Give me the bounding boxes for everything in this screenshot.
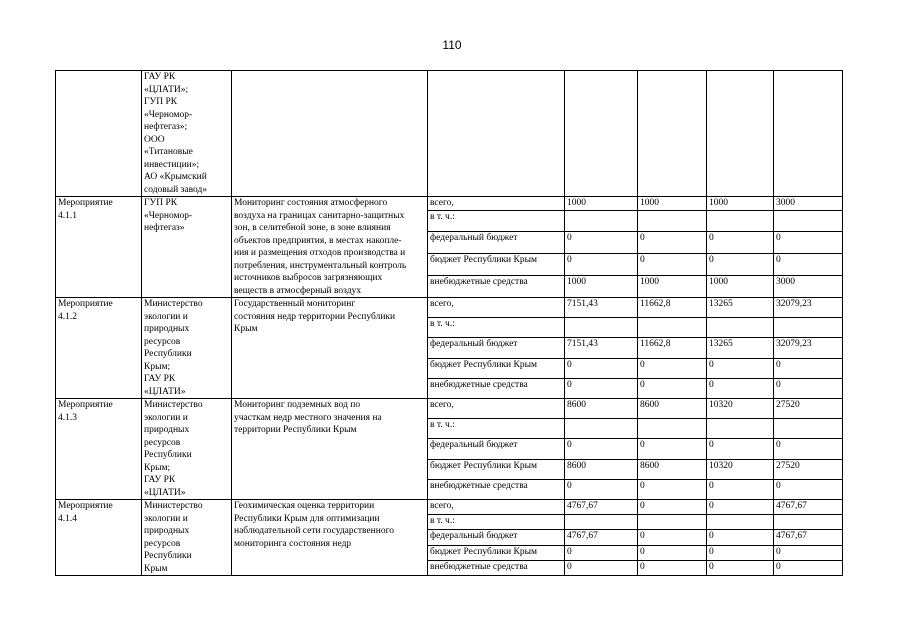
event-name: Мероприятие 4.1.2 — [56, 298, 142, 399]
description-cell — [232, 71, 428, 197]
amount-year-1 — [565, 318, 638, 338]
event-name: Мероприятие 4.1.4 — [56, 500, 142, 576]
amount-year-1: 0 — [565, 232, 638, 254]
amount-year-1: 4767,67 — [565, 530, 638, 545]
amount-year-1: 1000 — [565, 276, 638, 298]
amount-year-3 — [707, 210, 774, 232]
amount-year-3 — [707, 515, 774, 530]
page-number: 110 — [442, 38, 462, 52]
funding-row — [56, 197, 843, 211]
amount-year-1: 7151,43 — [565, 298, 638, 318]
amount-total — [774, 318, 843, 338]
event-executors: Министерство экологии и природных ресурсов Республики Крым — [142, 500, 232, 576]
amount-year-2 — [638, 318, 707, 338]
event-description: Государственный мониторинг состояния недр территории Республики Крым — [232, 298, 428, 399]
executors-cell: ГАУ РК «ЦЛАТИ»; ГУП РК «Черномор- нефтегаз»; ООО «Титановые инвестиции»; АО «Крымский содовый завод» — [142, 71, 232, 197]
amount-year-3: 0 — [707, 530, 774, 545]
amount-total: 27520 — [774, 459, 843, 479]
funding-source: бюджет Республики Крым — [428, 459, 565, 479]
event-description: Мониторинг состояния атмосферного воздуха на границах санитарно-защитных зон, в селитебной зоне, в зоне влияния объектов предприятия, в местах накопле- ния и размещения отходов производства и потребления, инструментальный контроль источников выбросов загрязняющих веществ в атмосферный воздух — [232, 197, 428, 298]
amount-year-3: 0 — [707, 378, 774, 398]
amount-year-1 — [565, 210, 638, 232]
funding-source: внебюджетные средства — [428, 560, 565, 575]
amount-year-2: 0 — [638, 378, 707, 398]
amount-year-3 — [707, 419, 774, 439]
amount-total: 27520 — [774, 399, 843, 419]
amount-total: 0 — [774, 439, 843, 459]
amount-year-1: 0 — [565, 560, 638, 575]
amount-year-2 — [638, 515, 707, 530]
amount-total: 0 — [774, 378, 843, 398]
amount-year-2 — [638, 419, 707, 439]
event-description: Мониторинг подземных вод по участкам недр местного значения на территории Республики Крым — [232, 399, 428, 500]
event-name: Мероприятие 4.1.1 — [56, 197, 142, 298]
amount-year-2: 8600 — [638, 399, 707, 419]
event-executors: Министерство экологии и природных ресурсов Республики Крым; ГАУ РК «ЦЛАТИ» — [142, 399, 232, 500]
funding-source: федеральный бюджет — [428, 232, 565, 254]
amount-total: 32079,23 — [774, 338, 843, 358]
amount-year-1: 0 — [565, 358, 638, 378]
program-events-table — [55, 70, 843, 576]
amount-year-2: 11662,8 — [638, 338, 707, 358]
event-description: Геохимическая оценка территории Республики Крым для оптимизации наблюдательной сети государственного мониторинга состояния недр — [232, 500, 428, 576]
amount-total — [774, 515, 843, 530]
amount-total: 3000 — [774, 276, 843, 298]
funding-source: всего, — [428, 500, 565, 515]
amount-year-2: 0 — [638, 500, 707, 515]
funding-source: в т. ч.: — [428, 318, 565, 338]
amount-year-2: 1000 — [638, 276, 707, 298]
amount-year-3: 13265 — [707, 298, 774, 318]
funding-source: федеральный бюджет — [428, 530, 565, 545]
amount-cell — [638, 71, 707, 197]
amount-year-3: 0 — [707, 232, 774, 254]
amount-year-1: 0 — [565, 378, 638, 398]
amount-year-2: 0 — [638, 358, 707, 378]
amount-total: 32079,23 — [774, 298, 843, 318]
continuation-row — [56, 71, 843, 197]
amount-year-2: 1000 — [638, 197, 707, 211]
amount-cell — [565, 71, 638, 197]
total-cell — [774, 71, 843, 197]
funding-source: федеральный бюджет — [428, 439, 565, 459]
amount-year-3: 0 — [707, 545, 774, 560]
funding-source: внебюджетные средства — [428, 378, 565, 398]
amount-year-2: 0 — [638, 545, 707, 560]
amount-year-2 — [638, 210, 707, 232]
funding-source: бюджет Республики Крым — [428, 545, 565, 560]
funding-row — [56, 500, 843, 515]
amount-year-3: 0 — [707, 254, 774, 276]
amount-year-3: 1000 — [707, 197, 774, 211]
amount-year-2: 0 — [638, 530, 707, 545]
funding-source: всего, — [428, 298, 565, 318]
amount-cell — [707, 71, 774, 197]
amount-year-1: 4767,67 — [565, 500, 638, 515]
amount-year-3: 0 — [707, 358, 774, 378]
amount-year-2: 0 — [638, 439, 707, 459]
amount-year-3: 10320 — [707, 459, 774, 479]
amount-year-3: 10320 — [707, 399, 774, 419]
amount-year-1: 0 — [565, 254, 638, 276]
amount-year-1 — [565, 515, 638, 530]
amount-total: 0 — [774, 560, 843, 575]
funding-source: всего, — [428, 399, 565, 419]
amount-year-3 — [707, 318, 774, 338]
amount-year-2: 0 — [638, 254, 707, 276]
amount-year-1: 7151,43 — [565, 338, 638, 358]
amount-year-1: 1000 — [565, 197, 638, 211]
amount-year-2: 8600 — [638, 459, 707, 479]
funding-source: бюджет Республики Крым — [428, 254, 565, 276]
funding-row — [56, 399, 843, 419]
amount-year-2: 0 — [638, 560, 707, 575]
funding-source-cell — [428, 71, 565, 197]
amount-total: 4767,67 — [774, 500, 843, 515]
funding-source: бюджет Республики Крым — [428, 358, 565, 378]
amount-year-3: 0 — [707, 560, 774, 575]
funding-source: всего, — [428, 197, 565, 211]
amount-year-1: 8600 — [565, 399, 638, 419]
amount-year-2: 0 — [638, 232, 707, 254]
funding-source: внебюджетные средства — [428, 479, 565, 499]
funding-source: в т. ч.: — [428, 419, 565, 439]
funding-source: в т. ч.: — [428, 515, 565, 530]
amount-total — [774, 210, 843, 232]
event-executors: Министерство экологии и природных ресурсов Республики Крым; ГАУ РК «ЦЛАТИ» — [142, 298, 232, 399]
funding-source: в т. ч.: — [428, 210, 565, 232]
amount-year-3: 0 — [707, 500, 774, 515]
amount-year-2: 0 — [638, 479, 707, 499]
amount-year-3: 0 — [707, 439, 774, 459]
amount-year-2: 11662,8 — [638, 298, 707, 318]
amount-total: 0 — [774, 358, 843, 378]
amount-total — [774, 419, 843, 439]
amount-total: 0 — [774, 232, 843, 254]
amount-year-3: 13265 — [707, 338, 774, 358]
funding-source: внебюджетные средства — [428, 276, 565, 298]
amount-total: 0 — [774, 545, 843, 560]
amount-year-1: 0 — [565, 439, 638, 459]
amount-year-1: 0 — [565, 545, 638, 560]
amount-year-3: 0 — [707, 479, 774, 499]
funding-source: федеральный бюджет — [428, 338, 565, 358]
amount-year-1: 0 — [565, 479, 638, 499]
amount-year-3: 1000 — [707, 276, 774, 298]
amount-year-1 — [565, 419, 638, 439]
amount-total: 0 — [774, 479, 843, 499]
event-executors: ГУП РК «Черномор- нефтегаз» — [142, 197, 232, 298]
event-name-cell — [56, 71, 142, 197]
funding-row — [56, 298, 843, 318]
amount-total: 4767,67 — [774, 530, 843, 545]
amount-total: 0 — [774, 254, 843, 276]
amount-year-1: 8600 — [565, 459, 638, 479]
amount-total: 3000 — [774, 197, 843, 211]
event-name: Мероприятие 4.1.3 — [56, 399, 142, 500]
